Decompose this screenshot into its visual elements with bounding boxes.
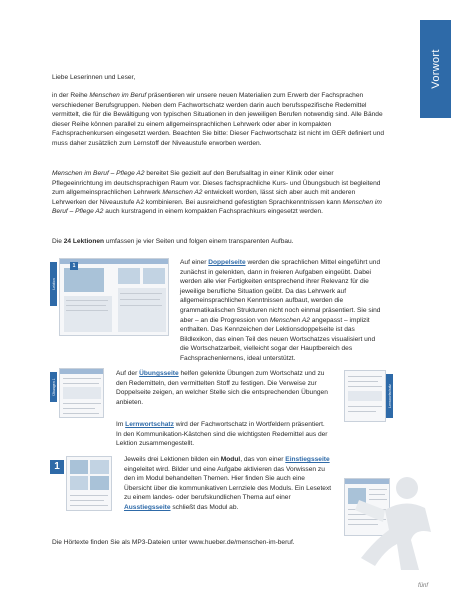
thumbnail-line bbox=[63, 383, 99, 384]
thumbnail-line bbox=[120, 305, 162, 306]
thumbnail-line bbox=[120, 299, 160, 300]
ausstiegsseite-term: Ausstiegsseite bbox=[124, 503, 171, 511]
doppelseite-text-c: angepasst – implizit enthalten. Das Kennzeichen der Lektionsdoppelseite ist das Bildlexikon, das einen Teil des neuen Wortschatzes visualisiert und die Wortschatzarbeit, vielleicht sogar der Hauptbereich des Fachsprachenlernens, ideal unterstützt. bbox=[180, 316, 376, 362]
greeting: Liebe Leserinnen und Leser, bbox=[52, 74, 136, 81]
doppelseite-text-a: Auf einer bbox=[180, 259, 209, 266]
intro-paragraph bbox=[52, 91, 385, 149]
einstiegsseite-thumbnail bbox=[66, 456, 112, 511]
book-description-paragraph bbox=[52, 169, 385, 217]
thumbnail-line bbox=[348, 406, 382, 407]
thumbnail-line bbox=[70, 505, 108, 506]
book-title-repeat: Menschen im Beruf – Pflege A2 bbox=[52, 198, 382, 216]
uebungsseite-term: Übungsseite bbox=[139, 370, 179, 377]
lektion-marker-label: Lektion bbox=[51, 278, 56, 290]
lernwortschatz-thumbnail bbox=[344, 370, 386, 422]
module-number-badge: 1 bbox=[50, 460, 64, 474]
thumbnail-header bbox=[60, 369, 103, 374]
modul-text-d: schließt das Modul ab. bbox=[170, 503, 239, 511]
doppelseite-term: Doppelseite bbox=[208, 259, 246, 266]
lernwortschatz-text-a: Im bbox=[116, 421, 126, 428]
intro-text-a: in der Reihe bbox=[52, 92, 90, 99]
thumbnail-photo bbox=[70, 476, 88, 490]
para2-text-c: auch kurstragend in einem kompakten Fachsprachkurs eingesetzt werden. bbox=[103, 208, 323, 216]
thumbnail-photo bbox=[90, 476, 109, 490]
thumbnail-box bbox=[63, 387, 101, 399]
thumbnail-text-column bbox=[118, 288, 166, 332]
uebungsseite-text-a: Auf der bbox=[116, 370, 140, 377]
intro-text-b: präsentieren wir unsere neuen Materialien zum Erwerb der Fachsprachen verschiedener Berufsgruppen. Neben dem Fachwortschatz werden darin auch berufsspezifische Redemittel vermittelt, die für die Bewältigung von typischen Situationen in den jeweiligen Berufen notwendig sind. Alle Bände dieser Reihe können parallel zu einem allgemeinsprachlichen Lehrwerk oder aber in kompakten Fachsprachenkursen eingesetzt werden. Beachten Sie bitte: Dieser Fachwortschatz ist nicht im GER definiert und muss daher zusätzlich zum Lernstoff der Niveaustufe erworben werden. bbox=[52, 92, 385, 147]
thumbnail-photo bbox=[118, 268, 140, 284]
lernwortschatz-marker bbox=[386, 374, 393, 418]
book-title: Menschen im Beruf – Pflege A2 bbox=[52, 170, 145, 177]
lessons-count: 24 Lektionen bbox=[63, 238, 105, 245]
doppelseite-description-top bbox=[180, 258, 385, 364]
thumbnail-line bbox=[348, 376, 382, 377]
section-tab-vorwort bbox=[420, 20, 451, 118]
book-title-menschen-a2: Menschen A2 bbox=[162, 189, 203, 197]
thumbnail-line bbox=[66, 300, 108, 301]
thumbnail-line bbox=[120, 293, 162, 294]
thumbnail-line bbox=[70, 495, 108, 496]
thumbnail-text-column bbox=[64, 296, 112, 332]
para3-text-b: umfassen je vier Seiten und folgen einem transparenten Aufbau. bbox=[104, 238, 294, 245]
uebungen-marker bbox=[50, 372, 57, 402]
para3-text-a: Die bbox=[52, 238, 64, 245]
uebungsseite-description bbox=[116, 369, 328, 407]
lessons-overview bbox=[52, 237, 385, 247]
thumbnail-line bbox=[66, 310, 108, 311]
uebungsseite-thumbnail bbox=[59, 368, 104, 418]
thumbnail-line bbox=[348, 381, 378, 382]
uebungsseite-text-b: helfen gelenkte Übungen zum Wortschatz und zu den Redemitteln, den vermittelten Stoff zu festigen. Die Verweise zur Doppelseite zeigen, an welcher Stelle sich die entsprechenden Übungen anbieten. bbox=[116, 370, 328, 406]
thumbnail-photo bbox=[143, 268, 165, 284]
thumbnail-line bbox=[63, 403, 101, 404]
modul-term: Modul bbox=[220, 456, 241, 463]
para2-text-b: entwickelt worden, lässt sich aber auch mit anderen Lehrwerken der Niveaustufe A2 kombinieren. Bei ausreichend gefestigten Sprachkenntnissen kann bbox=[52, 189, 356, 206]
series-title: Menschen im Beruf bbox=[89, 92, 147, 99]
thumbnail-line bbox=[66, 305, 106, 306]
lernwortschatz-term: Lernwortschatz bbox=[125, 421, 174, 428]
thumbnail-photo bbox=[64, 268, 104, 292]
page-number: fünf bbox=[418, 583, 429, 589]
thumbnail-photo bbox=[90, 460, 109, 474]
lesson-number-badge: 1 bbox=[70, 262, 78, 270]
para2-text-a: bereitet Sie gezielt auf den Berufsalltag in einer Klinik oder einer Pflegeeinrichtung im deutschsprachigen Raum vor. Dieses fachsprachliche Kurs- und Übungsbuch ist begleitend zum allgemeinsprachlichen Lehrwerk bbox=[52, 170, 381, 197]
modul-text-b: , das von einer bbox=[240, 456, 286, 463]
thumbnail-line bbox=[63, 378, 101, 379]
modul-text-c: eingeleitet wird. Bilder und eine Aufgabe aktivieren das Vorwissen zu den im Modul behandelten Themen. Hier finden Sie auch eine Übersicht über die kommunikativen Lernziele des Moduls. Ein Lesetext zu einem landes- oder berufskundlichen Thema auf einer bbox=[124, 465, 332, 502]
einstiegsseite-term: Einstiegsseite bbox=[285, 456, 330, 463]
modul-text-a: Jeweils drei Lektionen bilden ein bbox=[124, 456, 221, 463]
thumbnail-line bbox=[348, 411, 376, 412]
modul-description bbox=[124, 455, 334, 513]
thumbnail-line bbox=[70, 500, 104, 501]
thumbnail-line bbox=[63, 408, 95, 409]
lektion-marker bbox=[50, 262, 57, 306]
thumbnail-line bbox=[348, 386, 382, 387]
section-tab-label: Vorwort bbox=[429, 49, 442, 89]
menschen-a2-title: Menschen A2 bbox=[269, 316, 310, 324]
doppelseite-text-b: werden die sprachlichen Mittel eingeführt und zunächst in gelenkten, dann in freieren Aufgaben eingeübt. Dabei werden alle vier Fertigkeiten entsprechend ihrer Relevanz für die jeweilige berufliche Situation geübt. Da das Lehrwerk auf allgemeinsprachlichen Kenntnissen aufbaut, werden die grammatikalischen Strukturen nicht noch einmal präsentiert. Sie sind aber – an die Progression von bbox=[180, 259, 381, 324]
lernwortschatz-marker-label: Lernwortschatz bbox=[387, 384, 392, 408]
thumbnail-box bbox=[348, 391, 382, 401]
uebungen-marker-label: Übungen 1 bbox=[51, 378, 56, 396]
lernwortschatz-description bbox=[116, 420, 328, 449]
thumbnail-line bbox=[63, 413, 99, 414]
audio-files-note: Die Hörtexte finden Sie als MP3-Dateien unter www.hueber.de/menschen-im-beruf. bbox=[52, 539, 295, 546]
decorative-figure-icon bbox=[345, 470, 440, 575]
thumbnail-photo bbox=[70, 460, 88, 474]
lernwortschatz-text-b: wird der Fachwortschatz in Wortfeldern präsentiert. In den Kommunikation-Kästchen sind die wichtigsten Redemittel aus der Lektion zusammengestellt. bbox=[116, 421, 328, 448]
